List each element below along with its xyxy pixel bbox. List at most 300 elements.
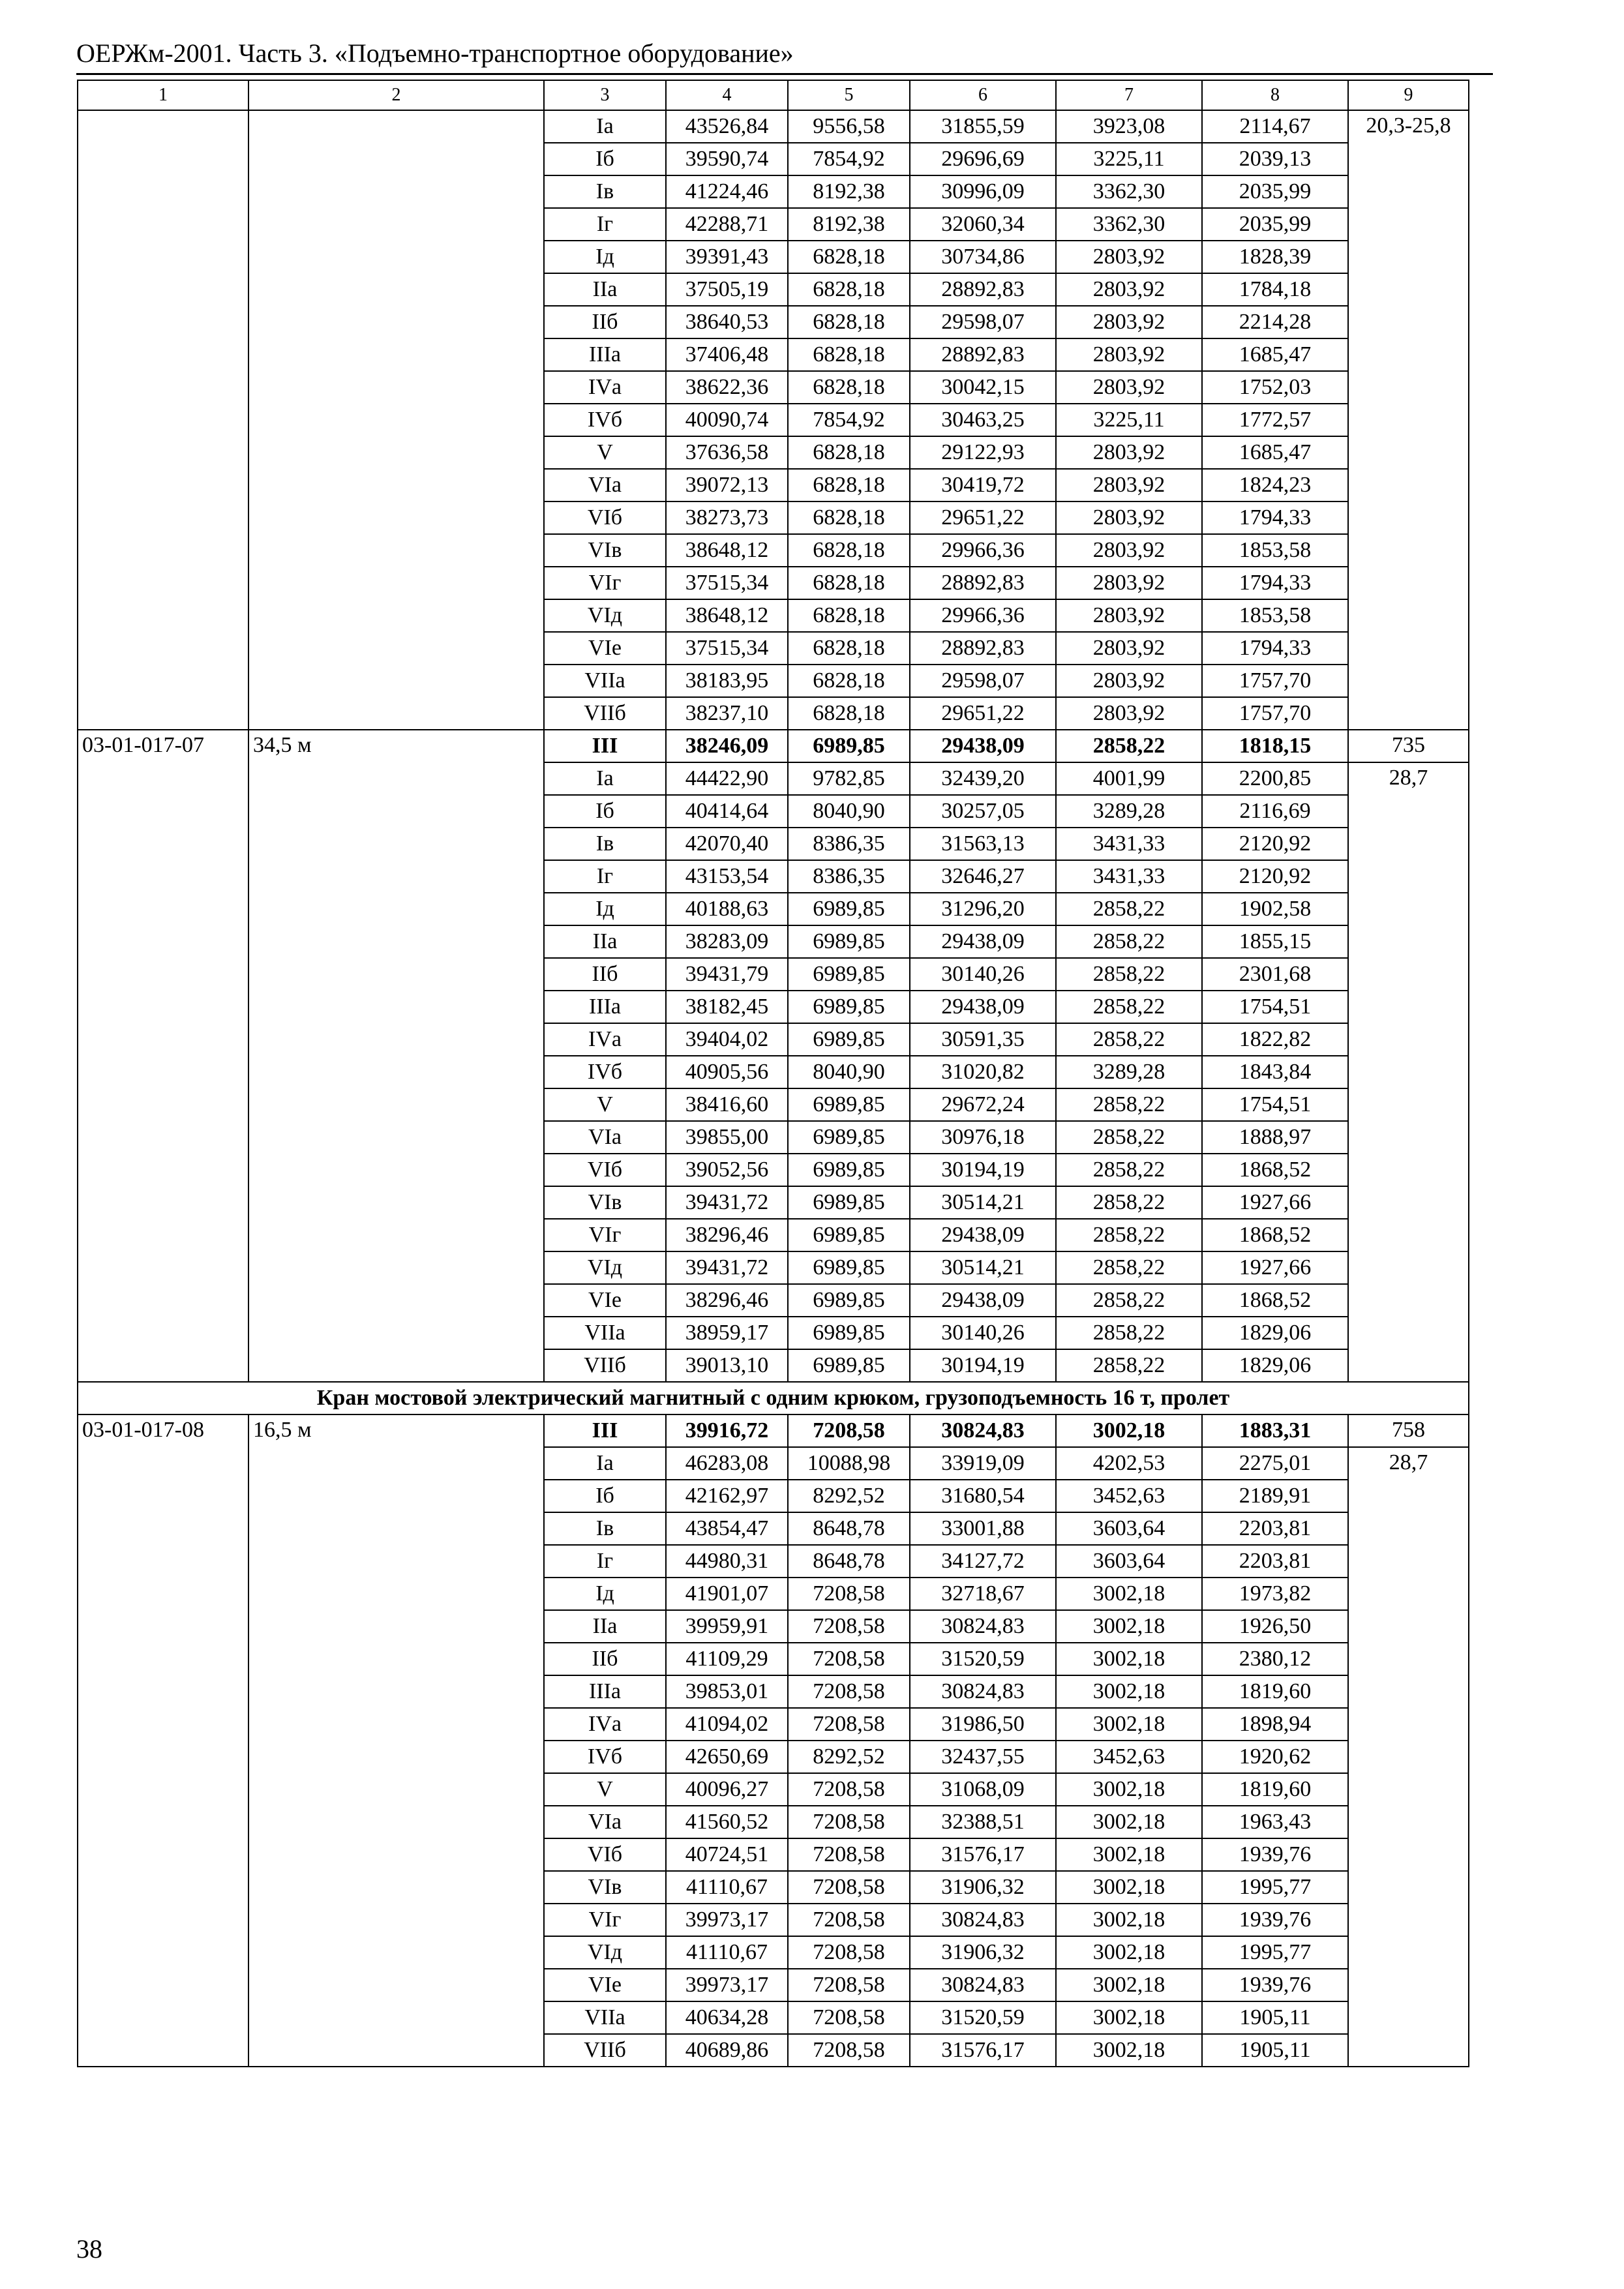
value-cell: 2803,92	[1056, 338, 1202, 371]
value-cell: 2114,67	[1202, 110, 1348, 143]
zone-cell: Iд	[544, 893, 666, 925]
value-cell: 2035,99	[1202, 208, 1348, 241]
value-cell: 7208,58	[788, 1675, 910, 1708]
value-cell: 2858,22	[1056, 1088, 1202, 1121]
value-cell: 1819,60	[1202, 1773, 1348, 1806]
zone-cell: V	[544, 1773, 666, 1806]
value-cell: 39431,79	[666, 958, 788, 991]
value-cell: 2039,13	[1202, 143, 1348, 175]
value-cell: 31855,59	[910, 110, 1056, 143]
value-cell: 29122,93	[910, 436, 1056, 469]
value-cell: 2858,22	[1056, 1186, 1202, 1219]
value-cell: 32646,27	[910, 860, 1056, 893]
value-cell: 1685,47	[1202, 338, 1348, 371]
value-cell: 1829,06	[1202, 1317, 1348, 1349]
value-cell: 6828,18	[788, 436, 910, 469]
value-cell: 7208,58	[788, 1610, 910, 1643]
value-cell: 2380,12	[1202, 1643, 1348, 1675]
zone-cell: IIб	[544, 306, 666, 338]
value-cell: 30824,83	[910, 1969, 1056, 2001]
zone-cell: IIб	[544, 958, 666, 991]
zone-cell: VIг	[544, 1219, 666, 1251]
value-cell: 1898,94	[1202, 1708, 1348, 1741]
column-number: 3	[544, 80, 666, 110]
value-cell: 8292,52	[788, 1741, 910, 1773]
value-cell: 7208,58	[788, 1969, 910, 2001]
value-cell: 2858,22	[1056, 991, 1202, 1023]
value-cell: 1829,06	[1202, 1349, 1348, 1382]
value-cell: 2858,22	[1056, 1219, 1202, 1251]
page-number: 38	[76, 2234, 102, 2264]
value-cell: 43526,84	[666, 110, 788, 143]
value-cell: 30824,83	[910, 1904, 1056, 1936]
value-cell: 6989,85	[788, 1317, 910, 1349]
value-cell: 39072,13	[666, 469, 788, 501]
value-cell: 2803,92	[1056, 273, 1202, 306]
value-cell: 3362,30	[1056, 175, 1202, 208]
value-cell: 38182,45	[666, 991, 788, 1023]
value-cell: 1784,18	[1202, 273, 1348, 306]
value-cell: 2200,85	[1202, 762, 1348, 795]
value-cell: 8386,35	[788, 860, 910, 893]
value-cell: 8192,38	[788, 208, 910, 241]
value-cell: 1868,52	[1202, 1219, 1348, 1251]
value-cell: 2116,69	[1202, 795, 1348, 828]
value-cell: 2120,92	[1202, 828, 1348, 860]
value-cell: 7208,58	[788, 2034, 910, 2067]
value-cell: 3923,08	[1056, 110, 1202, 143]
zone-cell: VIг	[544, 567, 666, 599]
value-cell: 30257,05	[910, 795, 1056, 828]
value-cell: 42162,97	[666, 1480, 788, 1512]
value-cell: 1818,15	[1202, 730, 1348, 762]
value-cell: 7208,58	[788, 1708, 910, 1741]
value-cell: 6989,85	[788, 1154, 910, 1186]
span-value: 34,5 м	[248, 730, 544, 1382]
value-cell: 40414,64	[666, 795, 788, 828]
value-cell: 39973,17	[666, 1904, 788, 1936]
value-cell: 41109,29	[666, 1643, 788, 1675]
value-cell: 1794,33	[1202, 567, 1348, 599]
value-cell: 38416,60	[666, 1088, 788, 1121]
value-cell: 30824,83	[910, 1414, 1056, 1447]
note-sub: 28,7	[1348, 1447, 1469, 2067]
value-cell: 2858,22	[1056, 730, 1202, 762]
zone-cell: VIа	[544, 1121, 666, 1154]
zone-cell: VIд	[544, 1251, 666, 1284]
value-cell: 37636,58	[666, 436, 788, 469]
value-cell: 6828,18	[788, 632, 910, 665]
value-cell: 29438,09	[910, 925, 1056, 958]
zone-cell: IIIа	[544, 1675, 666, 1708]
zone-cell: VIд	[544, 1936, 666, 1969]
value-cell: 38959,17	[666, 1317, 788, 1349]
value-cell: 2858,22	[1056, 1154, 1202, 1186]
value-cell: 6989,85	[788, 893, 910, 925]
value-cell: 2203,81	[1202, 1545, 1348, 1578]
zone-cell: VIб	[544, 1154, 666, 1186]
value-cell: 6989,85	[788, 1219, 910, 1251]
zone-cell: Iд	[544, 1578, 666, 1610]
value-cell: 43153,54	[666, 860, 788, 893]
value-cell: 9782,85	[788, 762, 910, 795]
value-cell: 41224,46	[666, 175, 788, 208]
value-cell: 2803,92	[1056, 241, 1202, 273]
value-cell: 38296,46	[666, 1219, 788, 1251]
value-cell: 10088,98	[788, 1447, 910, 1480]
value-cell: 3431,33	[1056, 860, 1202, 893]
value-cell: 28892,83	[910, 632, 1056, 665]
value-cell: 2858,22	[1056, 958, 1202, 991]
zone-cell: IIIа	[544, 338, 666, 371]
value-cell: 44422,90	[666, 762, 788, 795]
section-title: Кран мостовой электрический магнитный с одним крюком, грузоподъемность 16 т, пролет	[78, 1382, 1469, 1414]
value-cell: 31020,82	[910, 1056, 1056, 1088]
value-cell: 4202,53	[1056, 1447, 1202, 1480]
value-cell: 6828,18	[788, 697, 910, 730]
value-cell: 7854,92	[788, 404, 910, 436]
value-cell: 32718,67	[910, 1578, 1056, 1610]
zone-cell: VIе	[544, 1284, 666, 1317]
value-cell: 3452,63	[1056, 1741, 1202, 1773]
value-cell: 3603,64	[1056, 1512, 1202, 1545]
value-cell: 2214,28	[1202, 306, 1348, 338]
span-value	[248, 110, 544, 730]
value-cell: 40724,51	[666, 1838, 788, 1871]
zone-cell: VIб	[544, 501, 666, 534]
value-cell: 39404,02	[666, 1023, 788, 1056]
value-cell: 40090,74	[666, 404, 788, 436]
zone-cell: Iд	[544, 241, 666, 273]
value-cell: 32060,34	[910, 208, 1056, 241]
column-number-row	[78, 80, 1469, 110]
value-cell: 6828,18	[788, 241, 910, 273]
column-number: 7	[1056, 80, 1202, 110]
value-cell: 1926,50	[1202, 1610, 1348, 1643]
value-cell: 6828,18	[788, 599, 910, 632]
value-cell: 1939,76	[1202, 1838, 1348, 1871]
value-cell: 30514,21	[910, 1186, 1056, 1219]
value-cell: 29966,36	[910, 599, 1056, 632]
value-cell: 42650,69	[666, 1741, 788, 1773]
value-cell: 6989,85	[788, 1251, 910, 1284]
value-cell: 30734,86	[910, 241, 1056, 273]
value-cell: 39973,17	[666, 1969, 788, 2001]
value-cell: 41110,67	[666, 1871, 788, 1904]
value-cell: 2858,22	[1056, 1251, 1202, 1284]
value-cell: 2858,22	[1056, 1023, 1202, 1056]
value-cell: 38622,36	[666, 371, 788, 404]
value-cell: 30591,35	[910, 1023, 1056, 1056]
value-cell: 3002,18	[1056, 1610, 1202, 1643]
rate-code: 03-01-017-08	[78, 1414, 248, 2067]
rate-code: 03-01-017-07	[78, 730, 248, 1382]
value-cell: 3431,33	[1056, 828, 1202, 860]
value-cell: 6989,85	[788, 1023, 910, 1056]
value-cell: 1927,66	[1202, 1251, 1348, 1284]
value-cell: 3002,18	[1056, 1838, 1202, 1871]
value-cell: 39916,72	[666, 1414, 788, 1447]
value-cell: 2189,91	[1202, 1480, 1348, 1512]
value-cell: 40689,86	[666, 2034, 788, 2067]
zone-cell: VIIб	[544, 697, 666, 730]
value-cell: 3002,18	[1056, 1936, 1202, 1969]
value-cell: 6989,85	[788, 1186, 910, 1219]
value-cell: 30976,18	[910, 1121, 1056, 1154]
value-cell: 40188,63	[666, 893, 788, 925]
value-cell: 3002,18	[1056, 1904, 1202, 1936]
zone-cell: Iа	[544, 762, 666, 795]
value-cell: 1772,57	[1202, 404, 1348, 436]
value-cell: 1920,62	[1202, 1741, 1348, 1773]
value-cell: 38283,09	[666, 925, 788, 958]
value-cell: 39853,01	[666, 1675, 788, 1708]
value-cell: 1939,76	[1202, 1969, 1348, 2001]
value-cell: 3289,28	[1056, 795, 1202, 828]
rates-table	[77, 80, 1469, 2067]
column-number: 2	[248, 80, 544, 110]
value-cell: 1757,70	[1202, 665, 1348, 697]
value-cell: 7208,58	[788, 2001, 910, 2034]
value-cell: 30194,19	[910, 1154, 1056, 1186]
value-cell: 38273,73	[666, 501, 788, 534]
value-cell: 2858,22	[1056, 1121, 1202, 1154]
zone-cell: VIа	[544, 469, 666, 501]
value-cell: 6828,18	[788, 501, 910, 534]
value-cell: 2803,92	[1056, 632, 1202, 665]
value-cell: 1754,51	[1202, 991, 1348, 1023]
value-cell: 39052,56	[666, 1154, 788, 1186]
column-number: 8	[1202, 80, 1348, 110]
column-number: 4	[666, 80, 788, 110]
value-cell: 1757,70	[1202, 697, 1348, 730]
value-cell: 31296,20	[910, 893, 1056, 925]
value-cell: 2803,92	[1056, 697, 1202, 730]
value-cell: 1939,76	[1202, 1904, 1348, 1936]
section-row	[78, 1382, 1469, 1414]
value-cell: 3452,63	[1056, 1480, 1202, 1512]
value-cell: 2275,01	[1202, 1447, 1348, 1480]
zone-cell: Iа	[544, 1447, 666, 1480]
value-cell: 9556,58	[788, 110, 910, 143]
value-cell: 1794,33	[1202, 632, 1348, 665]
column-number: 6	[910, 80, 1056, 110]
value-cell: 6989,85	[788, 730, 910, 762]
value-cell: 40905,56	[666, 1056, 788, 1088]
value-cell: 29438,09	[910, 1219, 1056, 1251]
zone-cell: VIе	[544, 632, 666, 665]
column-number: 9	[1348, 80, 1469, 110]
value-cell: 29598,07	[910, 306, 1056, 338]
value-cell: 6989,85	[788, 1349, 910, 1382]
value-cell: 1853,58	[1202, 534, 1348, 567]
value-cell: 3603,64	[1056, 1545, 1202, 1578]
value-cell: 6828,18	[788, 371, 910, 404]
value-cell: 37515,34	[666, 632, 788, 665]
value-cell: 39431,72	[666, 1186, 788, 1219]
value-cell: 7208,58	[788, 1838, 910, 1871]
value-cell: 2803,92	[1056, 567, 1202, 599]
value-cell: 3002,18	[1056, 1871, 1202, 1904]
value-cell: 32439,20	[910, 762, 1056, 795]
value-cell: 8040,90	[788, 1056, 910, 1088]
value-cell: 30194,19	[910, 1349, 1056, 1382]
value-cell: 3002,18	[1056, 1675, 1202, 1708]
value-cell: 8648,78	[788, 1545, 910, 1578]
zone-cell: IVб	[544, 1056, 666, 1088]
zone-cell: IVа	[544, 1708, 666, 1741]
value-cell: 2803,92	[1056, 306, 1202, 338]
value-cell: 8648,78	[788, 1512, 910, 1545]
value-cell: 38237,10	[666, 697, 788, 730]
zone-cell: Iв	[544, 175, 666, 208]
value-cell: 29438,09	[910, 991, 1056, 1023]
zone-cell: VIв	[544, 1871, 666, 1904]
value-cell: 43854,47	[666, 1512, 788, 1545]
zone-cell: Iг	[544, 208, 666, 241]
note-sub: 28,7	[1348, 762, 1469, 1382]
value-cell: 8386,35	[788, 828, 910, 860]
value-cell: 38648,12	[666, 599, 788, 632]
value-cell: 30996,09	[910, 175, 1056, 208]
value-cell: 1868,52	[1202, 1284, 1348, 1317]
value-cell: 3002,18	[1056, 1414, 1202, 1447]
value-cell: 2301,68	[1202, 958, 1348, 991]
value-cell: 46283,08	[666, 1447, 788, 1480]
zone-cell: IVб	[544, 404, 666, 436]
value-cell: 2803,92	[1056, 665, 1202, 697]
value-cell: 6828,18	[788, 567, 910, 599]
value-cell: 29696,69	[910, 143, 1056, 175]
value-cell: 29438,09	[910, 1284, 1056, 1317]
value-cell: 41560,52	[666, 1806, 788, 1838]
value-cell: 1905,11	[1202, 2001, 1348, 2034]
value-cell: 3362,30	[1056, 208, 1202, 241]
value-cell: 8040,90	[788, 795, 910, 828]
value-cell: 6828,18	[788, 534, 910, 567]
zone-cell: V	[544, 436, 666, 469]
value-cell: 42288,71	[666, 208, 788, 241]
value-cell: 42070,40	[666, 828, 788, 860]
value-cell: 3002,18	[1056, 1578, 1202, 1610]
value-cell: 29598,07	[910, 665, 1056, 697]
value-cell: 8192,38	[788, 175, 910, 208]
value-cell: 7208,58	[788, 1936, 910, 1969]
value-cell: 1822,82	[1202, 1023, 1348, 1056]
value-cell: 3289,28	[1056, 1056, 1202, 1088]
value-cell: 3002,18	[1056, 1643, 1202, 1675]
zone-cell: III	[544, 730, 666, 762]
value-cell: 3002,18	[1056, 2034, 1202, 2067]
value-cell: 44980,31	[666, 1545, 788, 1578]
value-cell: 6828,18	[788, 469, 910, 501]
value-cell: 29672,24	[910, 1088, 1056, 1121]
value-cell: 6989,85	[788, 1121, 910, 1154]
value-cell: 31576,17	[910, 2034, 1056, 2067]
value-cell: 31520,59	[910, 1643, 1056, 1675]
zone-cell: IIа	[544, 1610, 666, 1643]
value-cell: 2803,92	[1056, 599, 1202, 632]
value-cell: 3225,11	[1056, 143, 1202, 175]
value-cell: 38246,09	[666, 730, 788, 762]
value-cell: 3002,18	[1056, 1708, 1202, 1741]
value-cell: 1883,31	[1202, 1414, 1348, 1447]
value-cell: 31906,32	[910, 1936, 1056, 1969]
value-cell: 1855,15	[1202, 925, 1348, 958]
value-cell: 30419,72	[910, 469, 1056, 501]
value-cell: 2035,99	[1202, 175, 1348, 208]
zone-cell: Iв	[544, 1512, 666, 1545]
page-header: ОЕРЖм-2001. Часть 3. «Подъемно-транспортное оборудование»	[76, 38, 794, 68]
value-cell: 39959,91	[666, 1610, 788, 1643]
table-row	[78, 110, 1469, 143]
value-cell: 30140,26	[910, 1317, 1056, 1349]
zone-cell: IIа	[544, 273, 666, 306]
value-cell: 2803,92	[1056, 534, 1202, 567]
zone-cell: VIIа	[544, 1317, 666, 1349]
value-cell: 31563,13	[910, 828, 1056, 860]
value-cell: 31520,59	[910, 2001, 1056, 2034]
value-cell: 37505,19	[666, 273, 788, 306]
zone-cell: III	[544, 1414, 666, 1447]
zone-cell: IIб	[544, 1643, 666, 1675]
value-cell: 32437,55	[910, 1741, 1056, 1773]
value-cell: 3002,18	[1056, 1969, 1202, 2001]
value-cell: 1752,03	[1202, 371, 1348, 404]
value-cell: 1794,33	[1202, 501, 1348, 534]
zone-cell: IVа	[544, 371, 666, 404]
value-cell: 31906,32	[910, 1871, 1056, 1904]
zone-cell: VIIб	[544, 2034, 666, 2067]
value-cell: 41110,67	[666, 1936, 788, 1969]
zone-cell: VIг	[544, 1904, 666, 1936]
value-cell: 38296,46	[666, 1284, 788, 1317]
value-cell: 31680,54	[910, 1480, 1056, 1512]
column-number: 5	[788, 80, 910, 110]
value-cell: 30824,83	[910, 1675, 1056, 1708]
value-cell: 1888,97	[1202, 1121, 1348, 1154]
value-cell: 1905,11	[1202, 2034, 1348, 2067]
value-cell: 2858,22	[1056, 1317, 1202, 1349]
value-cell: 40634,28	[666, 2001, 788, 2034]
value-cell: 39431,72	[666, 1251, 788, 1284]
value-cell: 2120,92	[1202, 860, 1348, 893]
zone-cell: VIд	[544, 599, 666, 632]
zone-cell: IVб	[544, 1741, 666, 1773]
value-cell: 31068,09	[910, 1773, 1056, 1806]
value-cell: 38648,12	[666, 534, 788, 567]
value-cell: 30463,25	[910, 404, 1056, 436]
value-cell: 32388,51	[910, 1806, 1056, 1838]
value-cell: 29651,22	[910, 501, 1056, 534]
value-cell: 2803,92	[1056, 371, 1202, 404]
value-cell: 3002,18	[1056, 2001, 1202, 2034]
value-cell: 39013,10	[666, 1349, 788, 1382]
value-cell: 39391,43	[666, 241, 788, 273]
value-cell: 1973,82	[1202, 1578, 1348, 1610]
value-cell: 7208,58	[788, 1414, 910, 1447]
value-cell: 8292,52	[788, 1480, 910, 1512]
value-cell: 33919,09	[910, 1447, 1056, 1480]
zone-cell: IIIа	[544, 991, 666, 1023]
value-cell: 1824,23	[1202, 469, 1348, 501]
value-cell: 1843,84	[1202, 1056, 1348, 1088]
value-cell: 6989,85	[788, 1284, 910, 1317]
value-cell: 1819,60	[1202, 1675, 1348, 1708]
zone-cell: VIв	[544, 1186, 666, 1219]
value-cell: 39855,00	[666, 1121, 788, 1154]
value-cell: 41901,07	[666, 1578, 788, 1610]
